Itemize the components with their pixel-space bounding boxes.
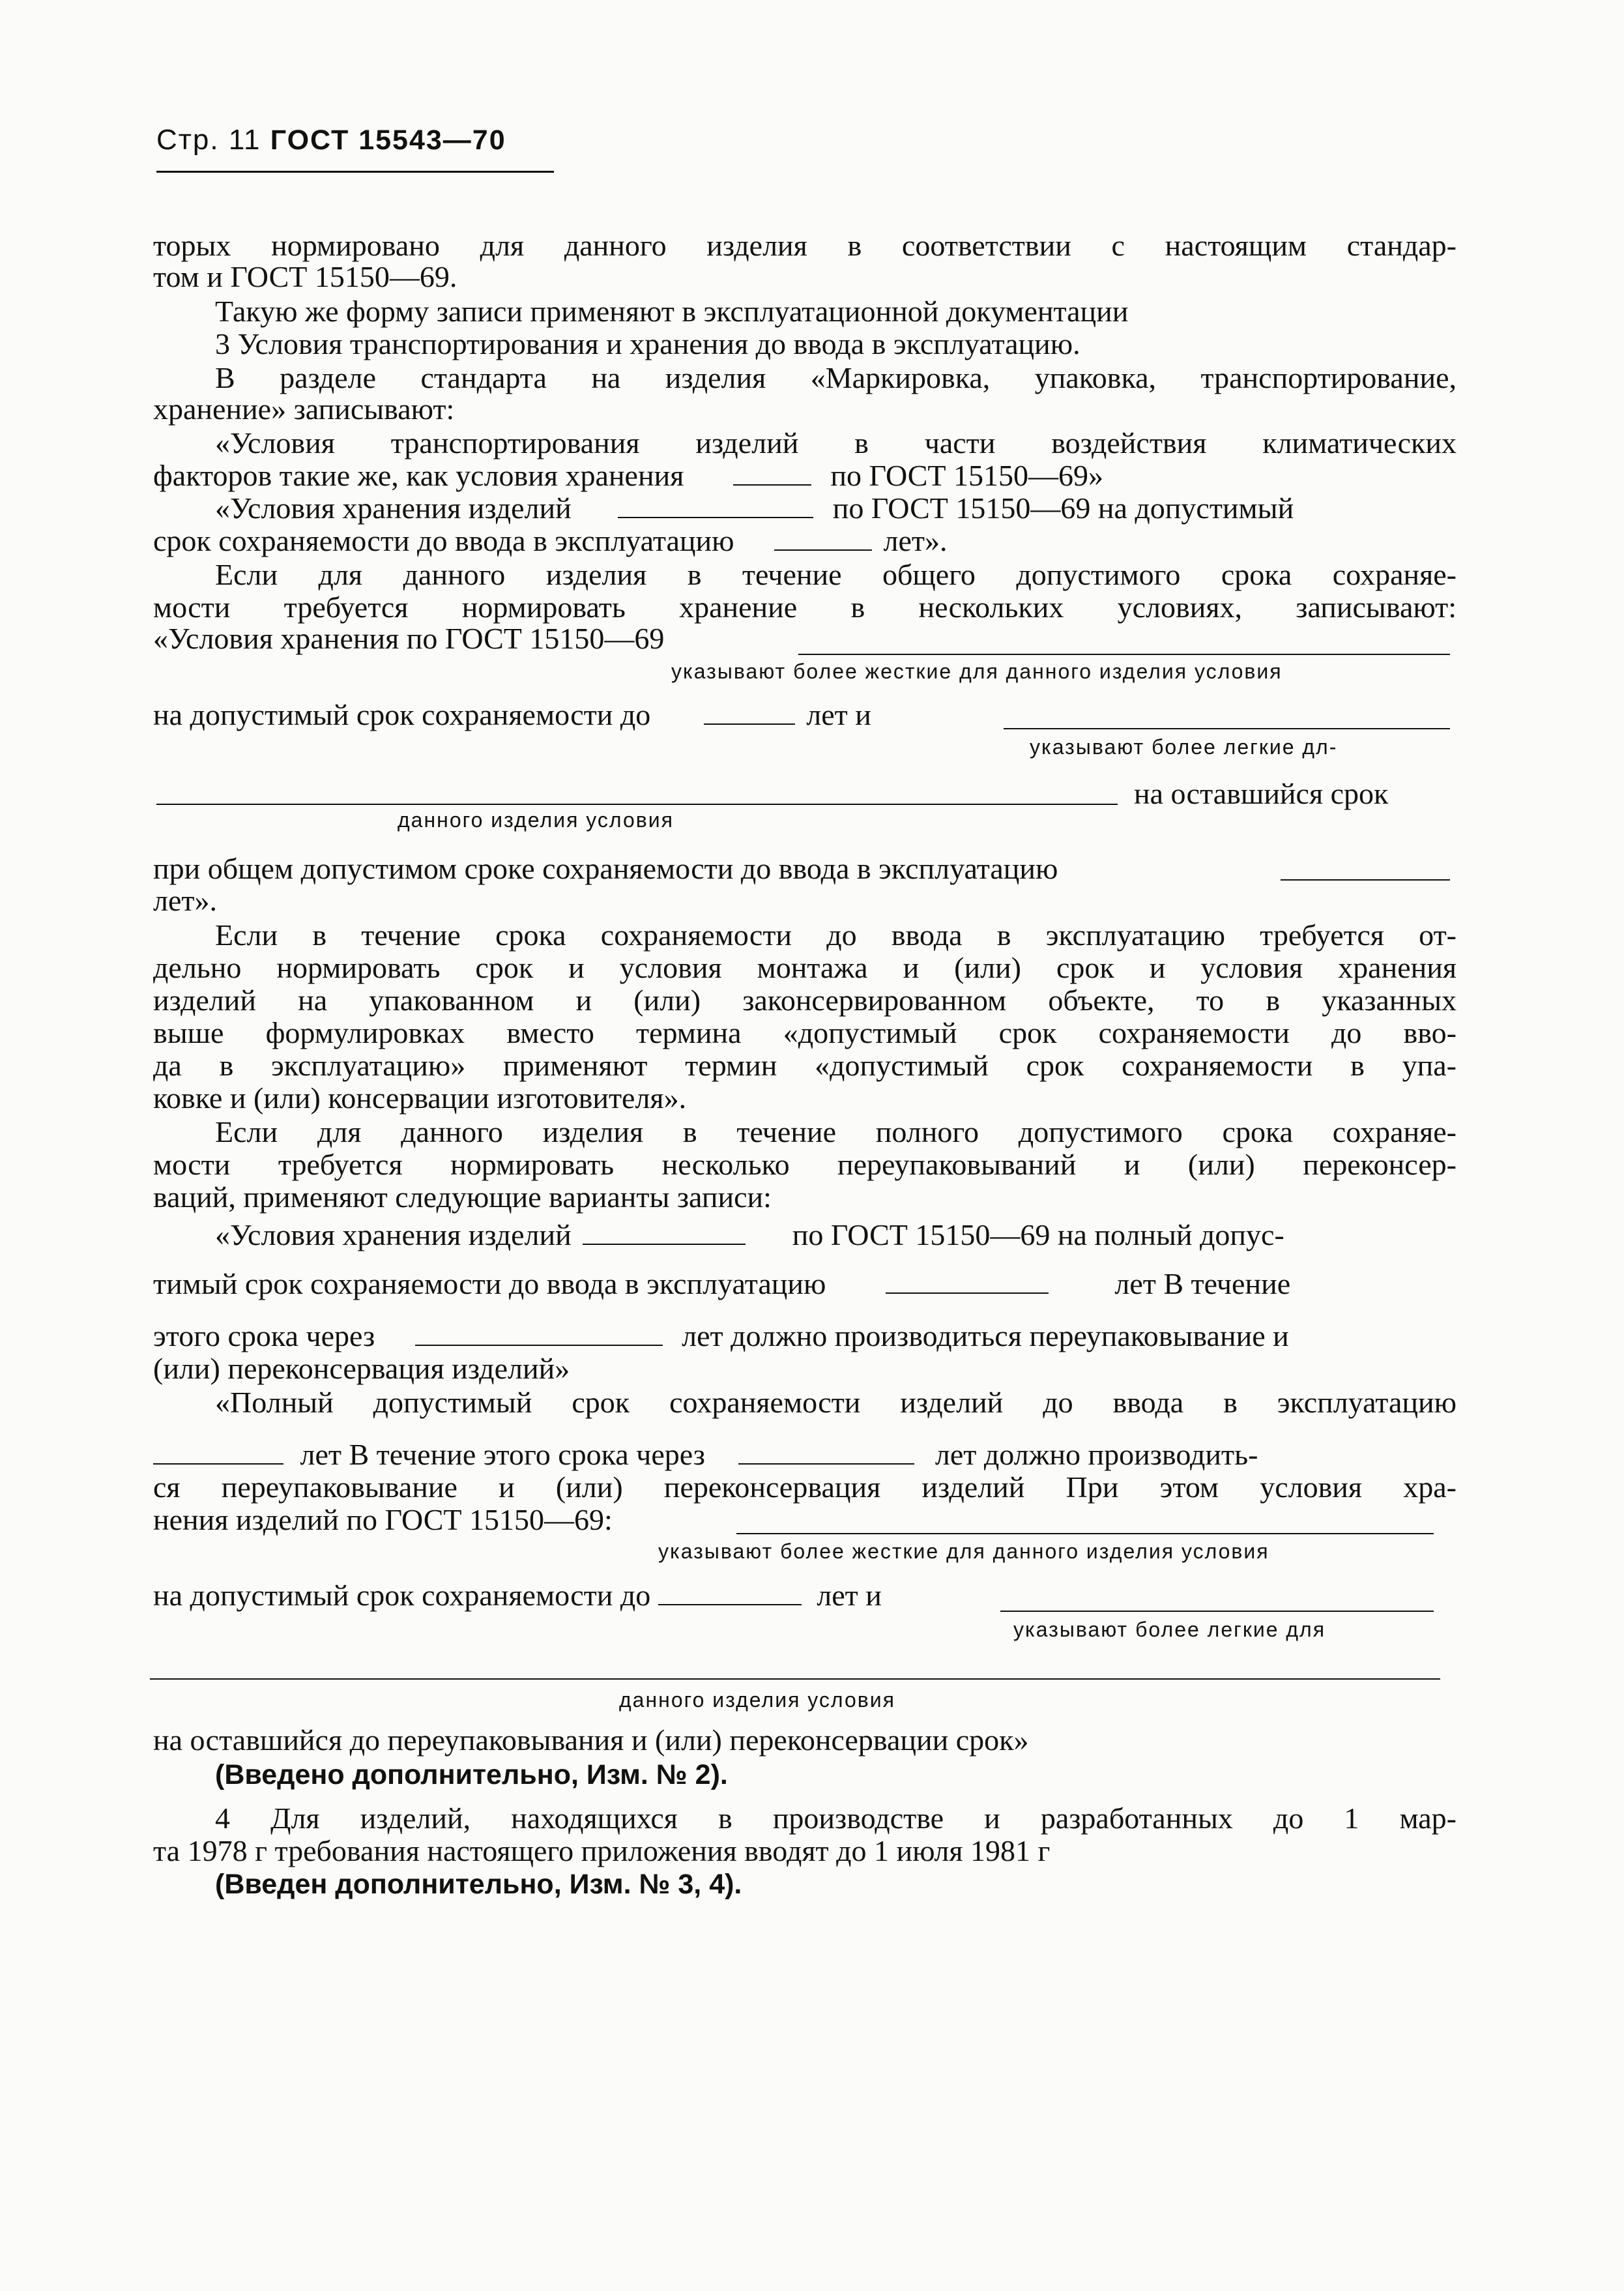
- text-fragment: при общем допустимом сроке сохраняемости до ввода в эксплуатацию: [153, 852, 1058, 885]
- form-line: [153, 853, 1457, 885]
- amendment-note: [215, 1758, 1457, 1791]
- text-line: 3 Условия транспортирования и хранения до ввода в эксплуатацию.: [215, 327, 1080, 360]
- text-line: на оставшийся срок: [1134, 777, 1389, 810]
- hint-text: указывают более легкие для: [1013, 1618, 1326, 1641]
- text-line: Если в течение срока сохраняемости до ввода в эксплуатацию требуется от-: [215, 918, 1457, 952]
- fill-line: [1000, 1611, 1434, 1612]
- fill-blank: [658, 1581, 802, 1605]
- fill-blank: [153, 1440, 283, 1465]
- form-line: [153, 525, 1457, 557]
- page-number: Стр. 11: [156, 124, 261, 156]
- text-line: лет».: [153, 884, 217, 917]
- text-fragment: по ГОСТ 15150—69»: [830, 459, 1104, 492]
- text-fragment: лет и: [806, 698, 871, 731]
- fill-blank: [415, 1321, 663, 1346]
- hint-text: указывают более жесткие для данного изделия условия: [658, 1539, 1269, 1563]
- text-fragment: лет должно производить-: [935, 1438, 1258, 1471]
- text-fragment: лет В течение этого срока через: [300, 1438, 705, 1471]
- text-line: дельно нормировать срок и условия монтажа и (или) срок и условия хранения: [153, 951, 1457, 984]
- text-fragment: нения изделий по ГОСТ 15150—69:: [153, 1503, 613, 1536]
- hint-text: указывают более легкие дл-: [1030, 735, 1338, 759]
- text-fragment: на допустимый срок сохраняемости до: [153, 698, 651, 731]
- form-line: [153, 460, 1457, 492]
- text-fragment: тимый срок сохраняемости до ввода в эксплуатацию: [153, 1267, 826, 1300]
- text-line: изделий на упакованном и (или) законсервированном объекте, то в указанных: [153, 984, 1457, 1017]
- hint-text: данного изделия условия: [619, 1688, 895, 1712]
- fill-blank: [774, 526, 872, 551]
- fill-blank: [733, 461, 811, 486]
- fill-blank: [618, 493, 813, 518]
- fill-line: [1004, 728, 1450, 729]
- form-line: [215, 492, 1457, 525]
- text-line: Такую же форму записи применяют в эксплуатационной документации: [215, 295, 1129, 328]
- fill-line: [150, 1678, 1440, 1680]
- text-line: да в эксплуатацию» применяют термин «допустимый срок сохраняемости в упа-: [153, 1049, 1457, 1082]
- form-line: [153, 1504, 1457, 1536]
- page-header: [156, 124, 506, 156]
- fill-line: [1281, 879, 1450, 881]
- text-fragment: срок сохраняемости до ввода в эксплуатацию: [153, 524, 734, 557]
- text-fragment: факторов такие же, как условия хранения: [153, 459, 684, 492]
- text-fragment: «Условия хранения изделий: [215, 1218, 572, 1251]
- text-fragment: на допустимый срок сохраняемости до: [153, 1579, 651, 1612]
- text-line: ковке и (или) консервации изготовителя».: [153, 1081, 687, 1115]
- text-line: том и ГОСТ 15150—69.: [153, 260, 457, 293]
- text-line: «Полный допустимый срок сохраняемости изделий до ввода в эксплуатацию: [215, 1386, 1457, 1419]
- text-line: хранение» записывают:: [153, 392, 455, 426]
- text-line: выше формулировках вместо термина «допустимый срок сохраняемости до вво-: [153, 1016, 1457, 1049]
- amendment-text: (Введено дополнительно, Изм. № 2).: [215, 1759, 728, 1790]
- text-fragment: лет».: [883, 524, 948, 557]
- text-line: ся переупаковывание и (или) переконсервация изделий При этом условия хра-: [153, 1470, 1457, 1504]
- text-line: та 1978 г требования настоящего приложения вводят до 1 июля 1981 г: [153, 1834, 1051, 1867]
- text-fragment: лет и: [817, 1579, 882, 1612]
- hint-text: данного изделия условия: [398, 808, 674, 832]
- text-line: торых нормировано для данного изделия в соответствии с настоящим стандар-: [153, 229, 1457, 262]
- text-fragment: лет В течение: [1114, 1267, 1291, 1300]
- text-fragment: «Условия хранения изделий: [215, 491, 572, 525]
- header-rule: [156, 171, 554, 173]
- form-line: [153, 699, 1457, 731]
- fill-line: [798, 654, 1450, 655]
- amendment-text: (Введен дополнительно, Изм. № 3, 4).: [215, 1869, 742, 1900]
- standard-number: ГОСТ 15543—70: [270, 124, 506, 156]
- text-line: ваций, применяют следующие варианты записи:: [153, 1180, 772, 1214]
- fill-blank: [886, 1269, 1049, 1294]
- text-fragment: по ГОСТ 15150—69 на допустимый: [832, 491, 1294, 525]
- amendment-note: [215, 1867, 1457, 1901]
- text-fragment: лет должно производиться переупаковывание и: [682, 1319, 1289, 1352]
- form-line: [153, 1438, 1457, 1471]
- fill-line: [736, 1533, 1434, 1534]
- fill-blank: [738, 1440, 914, 1465]
- text-line: В разделе стандарта на изделия «Маркировка, упаковка, транспортирование,: [215, 361, 1457, 394]
- text-fragment: по ГОСТ 15150—69 на полный допус-: [792, 1218, 1284, 1251]
- text-line: на оставшийся до переупаковывания и (или) переконсервации срок»: [153, 1723, 1029, 1757]
- hint-text: указывают более жесткие для данного изделия условия: [671, 660, 1283, 683]
- text-fragment: этого срока через: [153, 1319, 375, 1352]
- fill-line: [156, 804, 1118, 805]
- text-line: мости требуется нормировать несколько переупаковываний и (или) переконсер-: [153, 1148, 1457, 1181]
- fill-blank: [583, 1220, 746, 1245]
- text-line: Если для данного изделия в течение полного допустимого срока сохраняе-: [215, 1115, 1457, 1148]
- text-line: «Условия транспортирования изделий в части воздействия климатических: [215, 426, 1457, 460]
- form-line: [153, 622, 1457, 655]
- text-line: (или) переконсервация изделий»: [153, 1352, 570, 1385]
- text-line: мости требуется нормировать хранение в нескольких условиях, записывают:: [153, 591, 1457, 624]
- text-fragment: «Условия хранения по ГОСТ 15150—69: [153, 622, 665, 655]
- fill-blank: [704, 700, 795, 725]
- form-line: [153, 1320, 1457, 1352]
- form-line: [153, 1579, 1457, 1612]
- form-line: [215, 1219, 1457, 1251]
- form-line: [153, 1268, 1457, 1300]
- text-line: Если для данного изделия в течение общего допустимого срока сохраняе-: [215, 558, 1457, 591]
- text-line: 4 Для изделий, находящихся в производстве и разработанных до 1 мар-: [215, 1802, 1457, 1835]
